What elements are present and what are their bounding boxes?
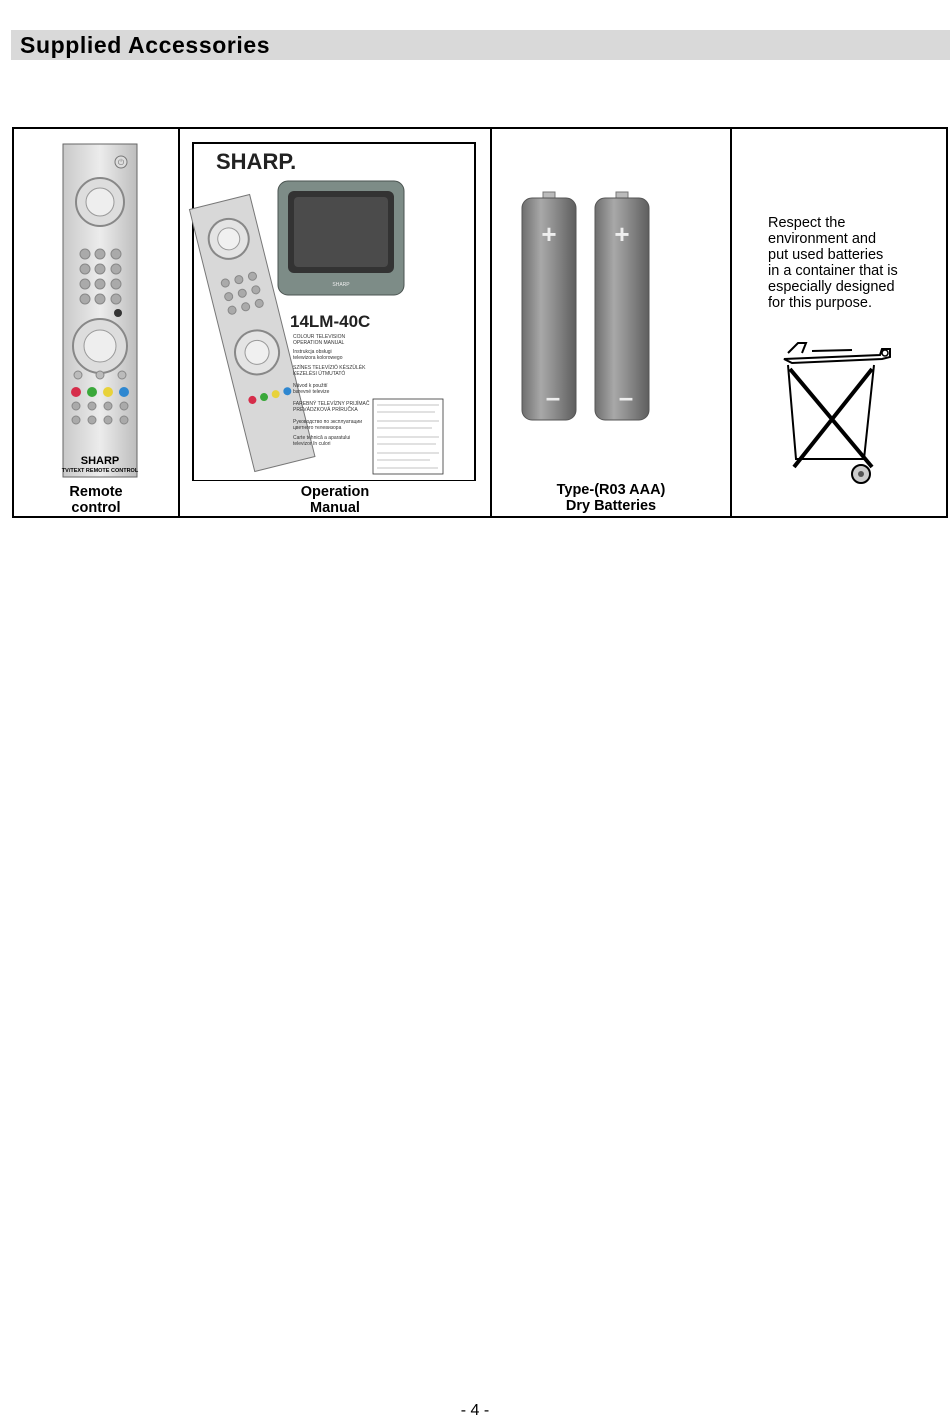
- svg-text:telewizora kolorowego: telewizora kolorowego: [293, 355, 343, 361]
- notice-line: in a container that is: [768, 263, 898, 279]
- operation-manual-cell: [180, 129, 492, 516]
- svg-text:Návod k použití: Návod k použití: [293, 383, 328, 389]
- operation-manual-illustration: [180, 129, 492, 481]
- caption-line: Remote: [69, 484, 123, 500]
- minus-symbol: –: [618, 382, 634, 412]
- remote-control-cell: [14, 129, 180, 516]
- accessories-table: [12, 127, 948, 518]
- plus-symbol: +: [614, 219, 630, 249]
- svg-text:цветного телевизора: цветного телевизора: [293, 425, 342, 431]
- batteries-cell: [492, 129, 732, 516]
- operation-manual-caption: [180, 484, 490, 516]
- battery-right: [595, 192, 649, 420]
- notice-line: for this purpose.: [768, 295, 872, 311]
- remote-control-caption: [14, 484, 178, 516]
- svg-text:SHARP: SHARP: [332, 282, 350, 288]
- remote-control-illustration: [14, 129, 180, 481]
- page-number: - 4 -: [460, 1402, 490, 1419]
- svg-text:SZÍNES TELEVÍZIÓ KÉSZÜLÉK: SZÍNES TELEVÍZIÓ KÉSZÜLÉK: [293, 365, 366, 371]
- notice-line: environment and: [768, 231, 877, 247]
- notice-line: especially designed: [768, 279, 895, 295]
- batteries-caption: [492, 482, 730, 514]
- caption-line: control: [71, 500, 121, 516]
- svg-text:KEZELÉSI ÚTMUTATÓ: KEZELÉSI ÚTMUTATÓ: [293, 371, 346, 377]
- notice-line: put used batteries: [768, 247, 884, 263]
- svg-text:barevné televize: barevné televize: [293, 389, 330, 395]
- environment-notice: [768, 215, 938, 311]
- manual-model: 14LM-40C: [290, 312, 371, 331]
- svg-text:FAREBNÝ TELEVÍZNY PRIJÍMAČ: FAREBNÝ TELEVÍZNY PRIJÍMAČ: [293, 401, 370, 407]
- batteries-illustration: [492, 129, 732, 481]
- crossed-out-wheelie-bin-icon: [732, 329, 948, 489]
- svg-text:Instrukcja obsługi: Instrukcja obsługi: [293, 349, 332, 355]
- notice-line: Respect the: [768, 215, 846, 231]
- svg-text:televizor în culori: televizor în culori: [293, 441, 331, 447]
- remote-label: TV/TEXT REMOTE CONTROL: [61, 468, 139, 474]
- battery-left: [522, 192, 576, 420]
- section-title: Supplied Accessories: [20, 32, 271, 58]
- svg-text:OPERATION MANUAL: OPERATION MANUAL: [293, 340, 345, 346]
- plus-symbol: +: [541, 219, 557, 249]
- svg-text:Carte tehnică a aparatului: Carte tehnică a aparatului: [293, 435, 351, 441]
- minus-symbol: –: [545, 382, 561, 412]
- manual-brand-logo: SHARP.: [216, 149, 297, 174]
- section-header: [11, 30, 950, 60]
- svg-text:COLOUR TELEVISION: COLOUR TELEVISION: [293, 334, 346, 340]
- remote-brand-logo: SHARP: [80, 455, 120, 467]
- caption-line: Type-(R03 AAA): [556, 482, 666, 498]
- caption-line: Manual: [310, 500, 360, 516]
- caption-line: Dry Batteries: [565, 498, 657, 514]
- caption-line: Operation: [300, 484, 370, 500]
- svg-text:PREVÁDZKOVÁ PRÍRUČKA: PREVÁDZKOVÁ PRÍRUČKA: [293, 407, 358, 413]
- svg-text:⏻: ⏻: [117, 158, 125, 167]
- environment-cell: [732, 129, 948, 516]
- svg-text:Руководство по эксплуатации: Руководство по эксплуатации: [293, 419, 362, 425]
